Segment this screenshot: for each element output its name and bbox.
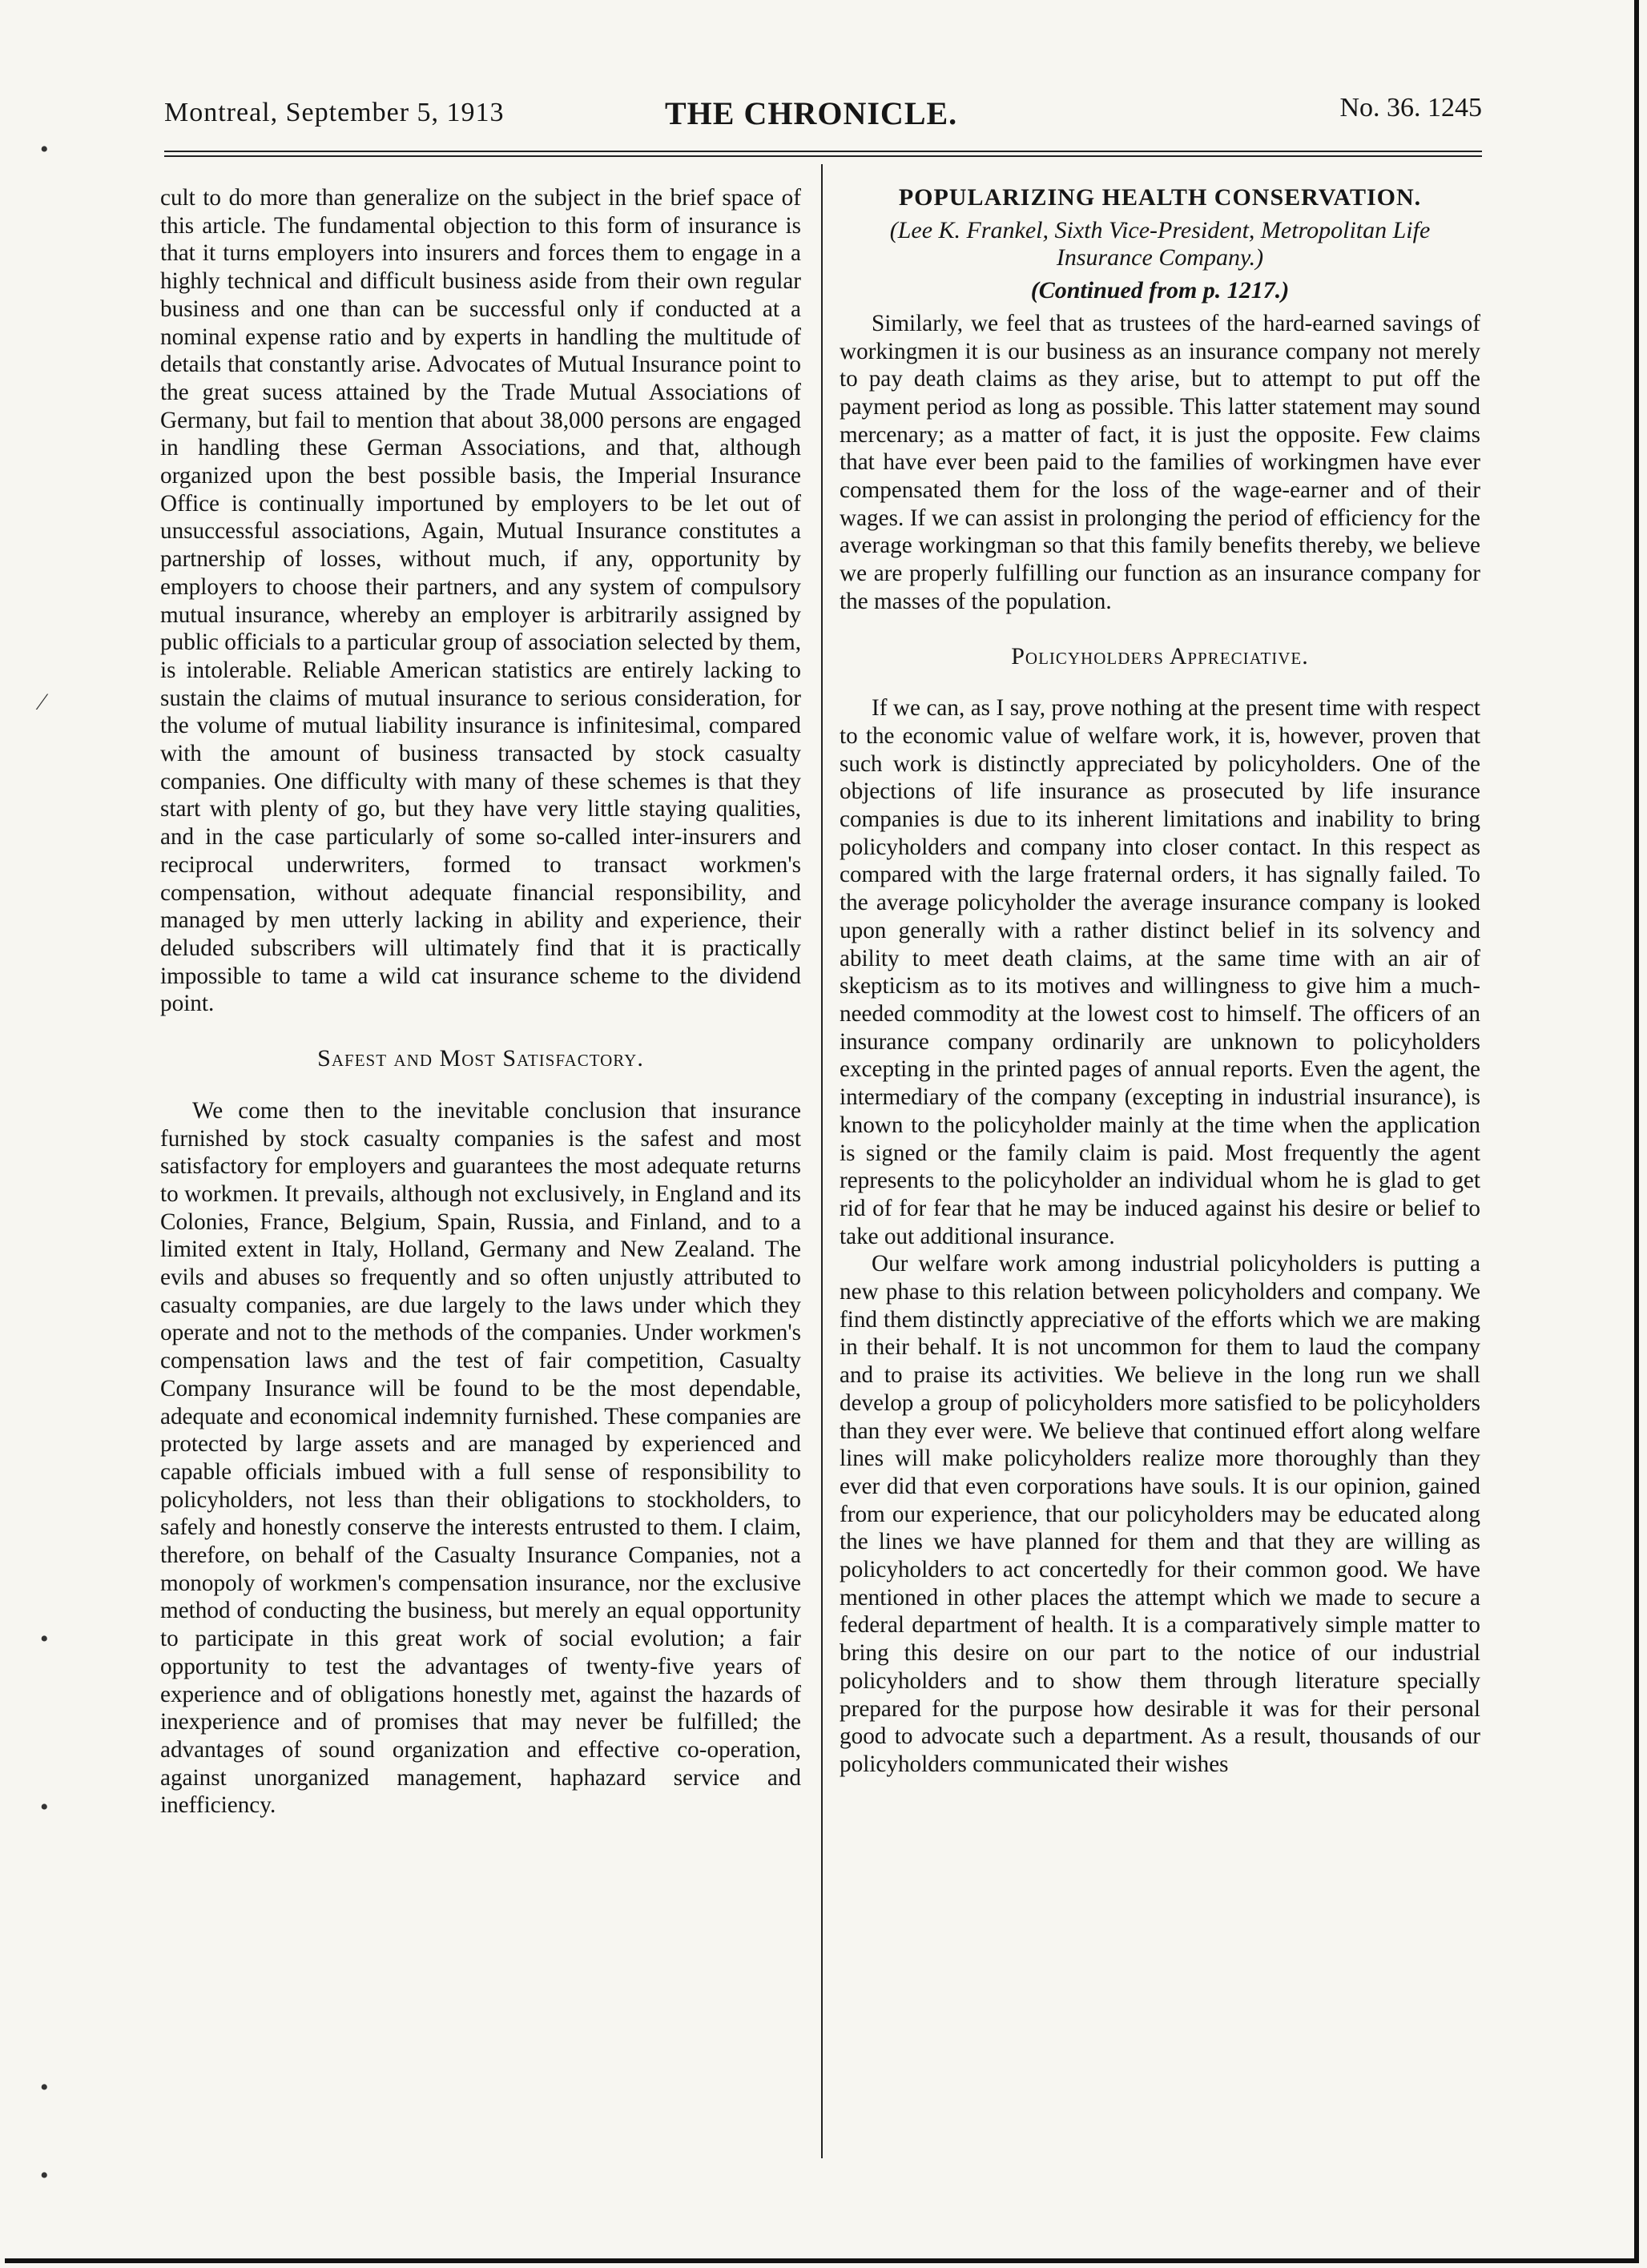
margin-mark: •: [40, 2074, 49, 2101]
margin-mark: •: [40, 136, 49, 163]
margin-mark: •: [40, 2162, 49, 2189]
header-rule-top: [164, 151, 1482, 152]
dateline: Montreal, September 5, 1913: [164, 98, 505, 127]
issue-and-page-number: No. 36. 1245: [1339, 93, 1482, 123]
section-heading: Policyholders Appreciative.: [1011, 642, 1309, 670]
column-divider: [821, 164, 823, 2158]
section-heading: Safest and Most Satisfactory.: [317, 1045, 644, 1072]
article-byline: (Lee K. Frankel, Sixth Vice-President, Metropolitan Life Insurance Company.): [889, 216, 1431, 271]
body-paragraph: cult to do more than generalize on the subject in the brief space of this article. The fundamental objection to this form of insurance is that it turns employers into insurers and forces them to engage in a highly technical and difficult business aside from their own regular business and one than can be successful only if conducted at a nominal expense ratio and by experts in handling the multitude of details that constantly arise. Advocates of Mutual Insurance point to the great sucess attained by the Trade Mutual Associations of Germany, but fail to mention that about 38,000 persons are engaged in handling these German Associations, and that, although organized upon the best possible basis, the Imperial Insurance Office is continually importuned by employers to be let out of unsuccessful associations, Again, Mutual Insurance constitutes a partnership of losses, without much, if any, opportunity by employers to choose their partners, and any system of compulsory mutual insurance, whereby an employer is arbitrarily assigned by public officials to a particular group of association selected by them, is intolerable. Reliable American statistics are entirely lacking to sustain the claims of mutual insurance to serious consideration, for the volume of mutual liability insurance is infinitesimal, compared with the amount of business transacted by stock casualty companies. One difficulty with many of these schemes is that they start with plenty of go, but they have very little staying qualities, and in the case particularly of some so-called inter-insurers and reciprocal underwriters, formed to transact workmen's compensation, without adequate financial responsibility, and managed by men utterly lacking in ability and experience, their deluded subscribers will ultimately find that it is practically impossible to tame a wild cat insurance scheme to the dividend point.: [160, 185, 801, 1017]
right-column: [840, 184, 1480, 1779]
left-column: [160, 184, 801, 1820]
continued-note: (Continued from p. 1217.): [1030, 277, 1290, 304]
body-paragraph: If we can, as I say, prove nothing at the present time with respect to the economic value of welfare work, it is, however, proven that such work is distinctly appreciated by policyholders. One of the objections of life insurance as prosecuted by life insurance companies is due to its inherent limitations and inability to bring policyholders and company into closer contact. In this respect as compared with the large fraternal orders, it has signally failed. To the average policyholder the average insurance company is looked upon generally with a rather distinct belief in its solvency and ability to meet death claims, at the same time with an air of skepticism as to its motives and willingness to give him a much-needed commodity at the lowest cost to himself. The officers of an insurance company ordinarily are unknown to policyholders excepting in the printed pages of annual reports. Even the agent, the intermediary of the company (excepting in industrial insurance), is known to the policyholder mainly at the time when the application is signed or the family claim is paid. Most frequently the agent represents to the policyholder an individual whom he is glad to get rid of for fear that he may be induced against his desire or belief to take out additional insurance.: [840, 695, 1480, 1249]
margin-mark: ⁄: [40, 689, 45, 715]
margin-mark: •: [40, 1794, 49, 1820]
body-paragraph: Our welfare work among industrial policyholders is putting a new phase to this relation between policyholders and company. We find them distinctly appreciative of the efforts which we are making in their behalf. It is not uncommon for them to laud the company and to praise its activities. We believe in the long run we shall develop a group of policyholders more satisfied to be policyholders than they ever were. We believe that continued effort along welfare lines will make policyholders realize more thoroughly than they ever did that even corporations have souls. It is our opinion, gained from our experience, that our policyholders may be educated along the lines we have planned for them and that they are willing as policyholders to act concertedly for their common good. We have mentioned in other places the attempt which we made to secure a federal department of health. It is a comparatively simple matter to bring this desire on our part to the notice of our industrial policyholders and to show them through literature specially prepared for the purpose how desirable it was for their personal good to advocate such a department. As a result, thousands of our policyholders communicated their wishes: [840, 1251, 1480, 1777]
margin-mark: •: [40, 1626, 49, 1652]
page-header: [164, 90, 1482, 141]
body-paragraph: We come then to the inevitable conclusion that insurance furnished by stock casualty companies is the safest and most satisfactory for employers and guarantees the most adequate returns to workmen. It prevails, although not exclusively, in England and its Colonies, France, Belgium, Spain, Russia, and Finland, and to a limited extent in Italy, Holland, Germany and New Zealand. The evils and abuses so frequently and so often unjustly attributed to casualty companies, are due largely to the laws under which they operate and not to the methods of the companies. Under workmen's compensation laws and the test of fair competition, Casualty Company Insurance will be found to be the most dependable, adequate and economical indemnity furnished. These companies are protected by large assets and are managed by experienced and capable officials imbued with a full sense of responsibility to policyholders, not less than their obligations to stockholders, to safely and honestly conserve the interests entrusted to them. I claim, therefore, on behalf of the Casualty Insurance Companies, not a monopoly of workmen's compensation insurance, nor the exclusive method of conducting the business, but merely an equal opportunity to participate in this great work of social evolution; a fair opportunity to test the advantages of twenty-five years of experience and of obligations honestly met, against the hazards of inexperience and of promises that may never be fulfilled; the advantages of sound organization and effective co-operation, against unorganized management, haphazard service and inefficiency.: [160, 1097, 801, 1819]
article-title: POPULARIZING HEALTH CONSERVATION.: [898, 184, 1422, 211]
header-rule-bottom: [164, 155, 1482, 157]
body-paragraph: Similarly, we feel that as trustees of the hard-earned savings of workingmen it is our business as an insurance company not merely to pay death claims as they arise, but to attempt to put off the payment period as long as possible. This latter statement may sound mercenary; as a matter of fact, it is just the opposite. Few claims that have ever been paid to the families of workingmen have ever compensated them for the loss of the wage-earner and of their wages. If we can assist in prolonging the period of efficiency for the average workingman so that this family benefits thereby, we believe we are properly fulfilling our function as an insurance company for the masses of the population.: [840, 310, 1480, 614]
publication-title: THE CHRONICLE.: [665, 95, 958, 131]
